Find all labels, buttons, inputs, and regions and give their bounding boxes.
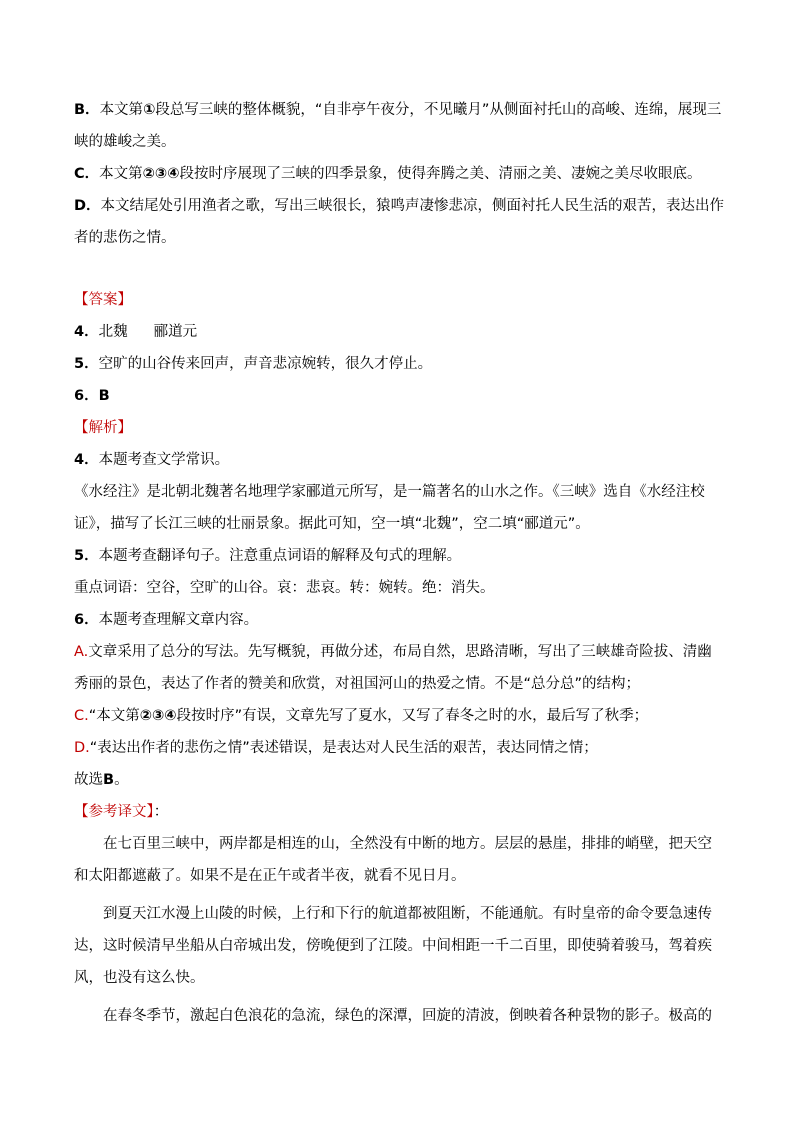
analysis-5-line: 重点词语：空谷，空旷的山谷。哀：悲哀。转：婉转。绝：消失。	[74, 580, 495, 596]
answer-5: 5．空旷的山谷传来回声，声音悲凉婉转，很久才停止。	[74, 356, 433, 372]
analysis-option-a: A.文章采用了总分的写法。先写概貌，再做分述，布局自然，思路清晰，写出了三峡雄奇险拔、清幽	[74, 644, 712, 660]
answer-6: 6．B	[74, 388, 110, 404]
analysis-option-d: D.“表达出作者的悲伤之情”表述错误，是表达对人民生活的艰苦，表达同情之情；	[74, 740, 598, 756]
circled-number: ②③④	[139, 708, 177, 724]
analysis-heading: 【解析】	[74, 420, 132, 436]
option-d: D．本文结尾处引用渔者之歌，写出三峡很长，猿鸣声凄惨悲凉，侧面衬托人民生活的艰苦，表达出作 者的悲伤之情。	[74, 198, 725, 246]
option-letter: B．	[74, 102, 100, 118]
answer-4: 4．北魏 郦道元	[74, 324, 198, 340]
analysis-5-title: 5．本题考查翻译句子。注意重点词语的解释及句式的理解。	[74, 548, 462, 564]
translation-paragraph-1: 在七百里三峡中，两岸都是相连的山，全然没有中断的地方。层层的悬崖，排排的峭壁，把天空	[103, 836, 712, 852]
answer-section	[74, 284, 726, 412]
answer-heading: 【答案】	[74, 292, 132, 308]
analysis-option-c: C.“本文第②③④段按时序”有误，文章先写了夏水，又写了春冬之时的水，最后写了秋季；	[74, 708, 649, 724]
circled-number: ②③④	[142, 166, 180, 182]
analysis-6-title: 6．本题考查理解文章内容。	[74, 612, 259, 628]
circled-number: ①	[143, 102, 156, 118]
analysis-4-title: 4．本题考查文学常识。	[74, 452, 230, 468]
analysis-choose: 故选B。	[74, 772, 129, 788]
analysis-section: 【解析】 4．本题考查文学常识。 《水经注》是北朝北魏著名地理学家郦道元所写，是一篇著名的山水之作。《三峡》选自《水经注校 证》，描写了长江三峡的壮丽景象。据此可知，空一填“北魏”，空二填“郦道元”。 5．本题考查翻译句子。注意重点词语的解释及句式的理解。 重点词语：空谷，空旷的山谷。哀：悲哀。转：婉转。绝：消失。 6．本题考查理解文章内容。 A.文章采用了总分的写法。先写概貌，再做分述，布局自然，思路清晰，写出了三峡雄奇险拔、清幽 秀丽的景色，表达了作者的赞美和欣赏，对祖国河山的热爱之情。不是“总分总”的结构； C.“本文第②③④段按时序”有误，文章先写了夏水，又写了春冬之时的水，最后写了秋季； D.“表达出作者的悲伤之情”表述错误，是表达对人民生活的艰苦，表达同情之情； 故选B。	[74, 412, 726, 796]
option-letter: D．	[74, 198, 101, 214]
translation-heading: 【参考译文】	[74, 804, 154, 820]
translation-section: 【参考译文】： 在七百里三峡中，两岸都是相连的山，全然没有中断的地方。层层的悬崖，排排的峭壁，把天空 和太阳都遮蔽了。如果不是在正午或者半夜，就看不见日月。 到夏天江水漫上山陵的时候，上行和下行的航道都被阻断，不能通航。有时皇帝的命令要急速传 达，这时候清早坐船从白帝城出发，傍晚便到了江陵。中间相距一千二百里，即使骑着骏马，驾着疾 风，也没有这么快。 在春冬季节，激起白色浪花的急流，绿色的深潭，回旋的清波，倒映着各种景物的影子。极高的	[74, 796, 726, 1032]
option-b: B．本文第①段总写三峡的整体概貌，“自非亭午夜分，不见曦月”从侧面衬托山的高峻、连绵，展现三 峡的雄峻之美。	[74, 102, 722, 150]
option-letter: C．	[74, 166, 100, 182]
analysis-4-line: 证》，描写了长江三峡的壮丽景象。据此可知，空一填“北魏”，空二填“郦道元”。	[74, 516, 590, 532]
option-c: C．本文第②③④段按时序展现了三峡的四季景象，使得奔腾之美、清丽之美、凄婉之美尽收眼底。	[74, 166, 702, 182]
analysis-4-line: 《水经注》是北朝北魏著名地理学家郦道元所写，是一篇著名的山水之作。《三峡》选自《水经注校	[74, 484, 705, 500]
